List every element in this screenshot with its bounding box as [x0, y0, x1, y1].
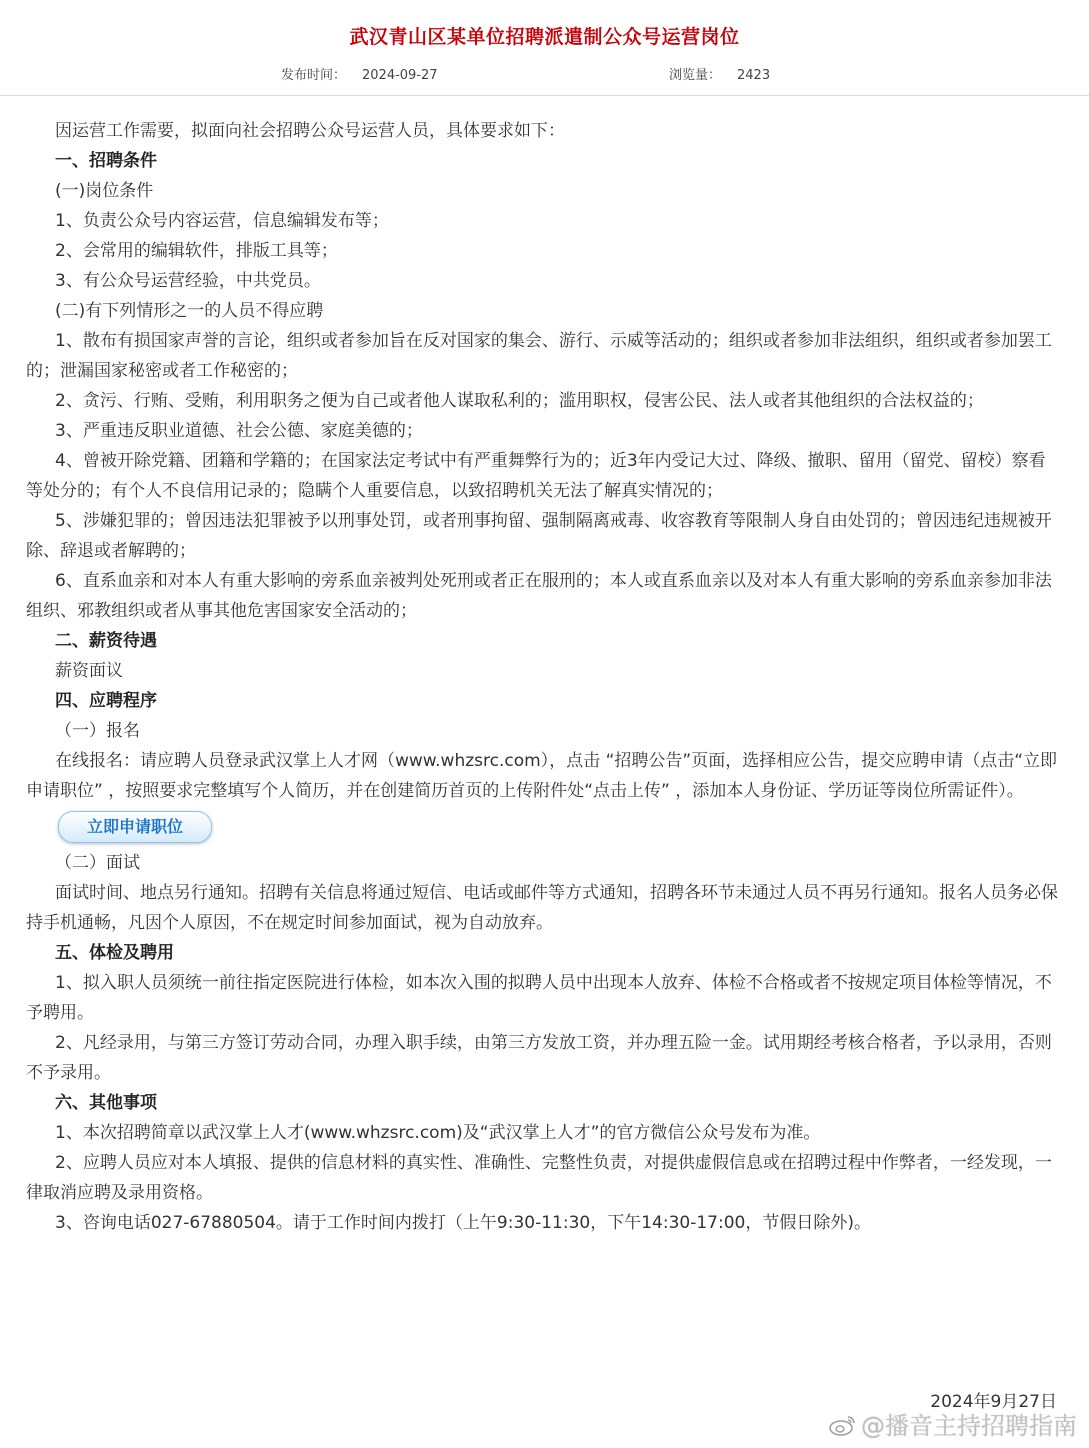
list-item: 1、拟入职人员须统一前往指定医院进行体检，如本次入围的拟聘人员中出现本人放弃、体检不合格或者不按规定项目体检等情况，不予聘用。 — [26, 973, 1052, 1023]
list-item: 1、散布有损国家声誉的言论，组织或者参加旨在反对国家的集会、游行、示威等活动的；组织或者参加非法组织，组织或者参加罢工的；泄漏国家秘密或者工作秘密的； — [26, 331, 1052, 381]
list-item: 6、直系血亲和对本人有重大影响的旁系血亲被判处死刑或者正在服刑的；本人或直系血亲以及对本人有重大影响的旁系血亲参加非法组织、邪教组织或者从事其他危害国家安全活动的； — [26, 571, 1052, 621]
subsection-heading: (二)有下列情形之一的人员不得应聘 — [55, 301, 324, 321]
list-item: 2、应聘人员应对本人填报、提供的信息材料的真实性、准确性、完整性负责，对提供虚假信息或在招聘过程中作弊者，一经发现，一律取消应聘及录用资格。 — [26, 1153, 1052, 1203]
publish-time — [281, 64, 438, 83]
subsection-heading: （一）报名 — [55, 721, 140, 741]
page-title: 武汉青山区某单位招聘派遣制公众号运营岗位 — [349, 26, 740, 48]
list-item: 2、凡经录用，与第三方签订劳动合同，办理入职手续，由第三方发放工资，并办理五险一金。试用期经考核合格者，予以录用，否则不予录用。 — [26, 1033, 1052, 1083]
list-item: 1、负责公众号内容运营，信息编辑发布等； — [55, 211, 389, 231]
subsection-heading: (一)岗位条件 — [55, 181, 154, 201]
list-item: 3、严重违反职业道德、社会公德、家庭美德的； — [55, 421, 423, 441]
publish-date: 2024-09-27 — [362, 68, 438, 83]
views-label: 浏览量： — [669, 68, 722, 83]
list-item: 3、咨询电话027-67880504。请于工作时间内拨打（上午9:30-11:30，下午14:30-17:00，节假日除外)。 — [55, 1213, 871, 1233]
registration-text: 在线报名：请应聘人员登录武汉掌上人才网（www.whzsrc.com），点击 “招聘公告”页面，选择相应公告，提交应聘申请（点击“立即申请职位” ，按照要求完整填写个人简历，并在创建简历首页的上传附件处“点击上传” ，添加本人身份证、学历证等岗位所需证件）。 — [26, 751, 1058, 801]
weibo-icon — [829, 1414, 857, 1436]
article-header — [0, 0, 1089, 96]
salary-text: 薪资面议 — [55, 661, 123, 681]
weibo-watermark — [829, 1406, 1077, 1441]
list-item: 4、曾被开除党籍、团籍和学籍的；在国家法定考试中有严重舞弊行为的；近3年内受记大过、降级、撤职、留用（留党、留校）察看等处分的；有个人不良信用记录的；隐瞒个人重要信息，以致招聘机关无法了解真实情况的； — [26, 451, 1046, 501]
section-heading-salary: 二、薪资待遇 — [55, 631, 157, 651]
watermark-text: @播音主持招聘指南 — [861, 1412, 1077, 1440]
intro-paragraph: 因运营工作需要，拟面向社会招聘公众号运营人员，具体要求如下： — [55, 121, 565, 141]
list-item: 2、会常用的编辑软件，排版工具等； — [55, 241, 338, 261]
list-item: 2、贪污、行贿、受贿，利用职务之便为自己或者他人谋取私利的；滥用职权，侵害公民、法人或者其他组织的合法权益的； — [55, 391, 984, 411]
interview-text: 面试时间、地点另行通知。招聘有关信息将通过短信、电话或邮件等方式通知，招聘各环节未通过人员不再另行通知。报名人员务必保持手机通畅，凡因个人原因，不在规定时间参加面试，视为自动放弃。 — [26, 883, 1058, 933]
views-number: 2423 — [737, 68, 771, 83]
article-body — [26, 116, 1062, 1238]
section-heading-medical: 五、体检及聘用 — [55, 943, 174, 963]
view-count — [669, 64, 770, 83]
apply-button-row — [26, 806, 1062, 848]
signature-date: 2024年9月27日 — [930, 1392, 1057, 1412]
section-heading-other: 六、其他事项 — [55, 1093, 157, 1113]
publish-label: 发布时间： — [281, 68, 347, 83]
list-item: 3、有公众号运营经验，中共党员。 — [55, 271, 321, 291]
subsection-heading: （二）面试 — [55, 853, 140, 873]
section-heading-procedure: 四、应聘程序 — [55, 691, 157, 711]
section-heading-conditions: 一、招聘条件 — [55, 151, 157, 171]
list-item: 1、本次招聘简章以武汉掌上人才(www.whzsrc.com)及“武汉掌上人才”的官方微信公众号发布为准。 — [55, 1123, 821, 1143]
list-item: 5、涉嫌犯罪的；曾因违法犯罪被予以刑事处罚，或者刑事拘留、强制隔离戒毒、收容教育等限制人身自由处罚的；曾因违纪违规被开除、辞退或者解聘的； — [26, 511, 1052, 561]
apply-position-button[interactable]: 立即申请职位 — [58, 811, 212, 843]
